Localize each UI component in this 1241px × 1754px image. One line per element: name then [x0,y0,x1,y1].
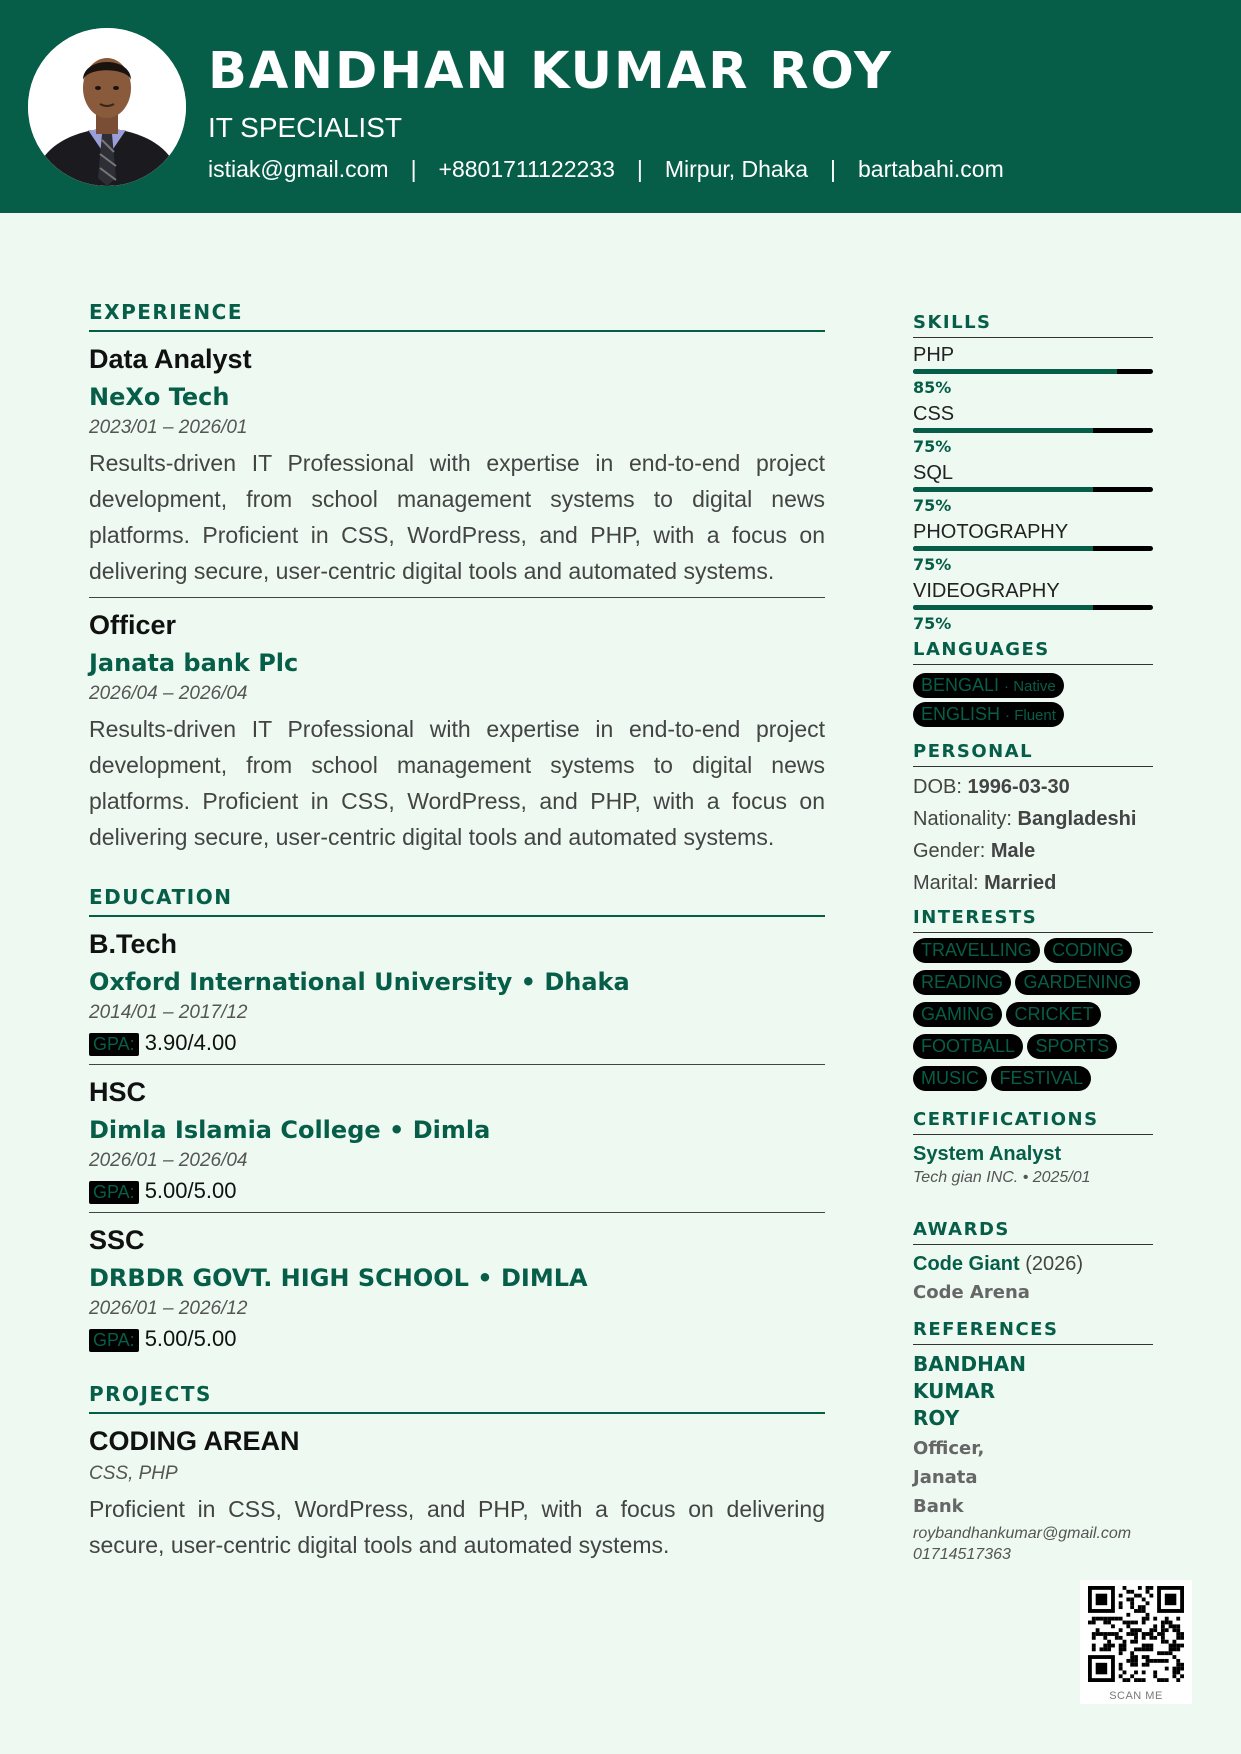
education-dates: 2014/01 – 2017/12 [89,1002,248,1023]
skill-item [913,521,1153,574]
certification-name: System Analyst [913,1143,1062,1165]
interest-pill: FESTIVAL [991,1066,1091,1091]
skill-percent: 85% [913,378,952,397]
gpa-value: 3.90/4.00 [144,1030,237,1055]
language-name: ENGLISH [921,704,1001,724]
awards-heading: AWARDS [913,1219,1153,1245]
education-entry [89,1225,825,1352]
skill-percent: 75% [913,555,952,574]
interest-row [913,968,1153,997]
email-link[interactable]: istiak@gmail.com [208,156,389,182]
degree: B.Tech [89,929,178,959]
education-dates: 2026/01 – 2026/04 [89,1150,248,1171]
skill-item [913,403,1153,456]
education-dates: 2026/01 – 2026/12 [89,1298,248,1319]
website-link[interactable]: bartabahi.com [858,156,1004,182]
project-entry [89,1426,825,1563]
job-dates: 2023/01 – 2026/01 [89,417,248,438]
qr-code-icon [1088,1586,1184,1682]
nationality-label: Nationality: [913,808,1012,830]
certification-entry [913,1143,1153,1207]
job-description: Results-driven IT Professional with expertise in end-to-end project development, from school management systems to digital news platforms. Proficient in CSS, WordPress, and PHP, with a focus on delivering secure, user-centric digital tools and automated systems. [89,450,825,584]
award-name-line [913,1253,1153,1276]
certifications-heading: CERTIFICATIONS [913,1109,1153,1135]
institution: Oxford International University • Dhaka [89,968,630,996]
language-level: · Fluent [1005,707,1056,724]
separator: | [410,156,417,182]
header-banner [0,0,1241,213]
interest-pill: TRAVELLING [913,938,1040,963]
location-text: Mirpur, Dhaka [664,156,809,182]
languages-heading: LANGUAGES [913,639,1153,665]
skill-percent: 75% [913,614,952,633]
project-tech: CSS, PHP [89,1463,178,1484]
skill-name: SQL [913,462,954,484]
marital-value: Married [984,872,1057,894]
divider [89,597,825,598]
job-title: Officer [89,610,177,640]
skill-bar-fill [913,487,1093,492]
dob-label: DOB: [913,776,962,798]
skill-bar-fill [913,546,1093,551]
skill-item [913,580,1153,633]
separator: | [636,156,643,182]
dob-value: 1996-03-30 [967,776,1070,798]
interest-pill: MUSIC [913,1066,987,1091]
interest-row [913,1032,1153,1061]
job-dates: 2026/04 – 2026/04 [89,683,248,704]
education-entry [89,1077,825,1213]
marital-line [913,872,1153,895]
skill-bar-fill [913,369,1117,374]
interest-pill: FOOTBALL [913,1034,1023,1059]
main-column [89,300,825,1563]
reference-entry [913,1351,1153,1564]
reference-name: BANDHAN KUMAR ROY [913,1352,1027,1430]
skills-list [913,344,1153,633]
references-heading: REFERENCES [913,1319,1153,1345]
skill-percent: 75% [913,496,952,515]
skill-item [913,344,1153,397]
gpa-label: GPA: [89,1329,139,1352]
interest-pill: GARDENING [1015,970,1140,995]
language-name: BENGALI [921,675,1000,695]
sidebar-column [913,312,1153,1564]
skill-bar [913,487,1153,492]
skill-name: PHP [913,344,955,366]
education-heading: EDUCATION [89,885,825,917]
certification-link[interactable]: http://techgian.com/cert [913,1190,1069,1207]
reference-position: Officer, Janata Bank [913,1438,985,1517]
company-name: NeXo Tech [89,383,230,411]
degree: HSC [89,1077,147,1107]
nationality-line [913,808,1153,831]
degree: SSC [89,1225,145,1255]
skill-name: PHOTOGRAPHY [913,521,1069,543]
reference-email[interactable]: roybandhankumar@gmail.com [913,1525,1132,1542]
candidate-title: IT SPECIALIST [208,112,402,143]
language-level: · Native [1004,678,1056,695]
experience-entry [89,344,825,598]
candidate-name: BANDHAN KUMAR ROY [208,42,893,101]
gender-label: Gender: [913,840,986,862]
interest-row [913,1064,1153,1093]
skill-bar [913,546,1153,551]
divider [89,1064,825,1065]
skill-percent: 75% [913,437,952,456]
skill-item [913,462,1153,515]
experience-heading: EXPERIENCE [89,300,825,332]
interest-pill: SPORTS [1027,1034,1117,1059]
skill-name: CSS [913,403,955,425]
phone-link[interactable]: +8801711122233 [438,156,615,182]
contact-line [208,156,1004,183]
interest-row [913,936,1153,965]
languages-list [913,671,1153,729]
nationality-value: Bangladeshi [1017,808,1137,830]
job-title: Data Analyst [89,344,252,374]
interest-pill: CODING [1044,938,1132,963]
interest-pill: CRICKET [1006,1002,1101,1027]
gpa [89,1030,825,1056]
marital-label: Marital: [913,872,979,894]
experience-entry [89,610,825,855]
institution: Dimla Islamia College • Dimla [89,1116,491,1144]
avatar [28,28,186,186]
divider [89,1212,825,1213]
institution: DRBDR GOVT. HIGH SCHOOL • DIMLA [89,1264,588,1292]
interests-heading: INTERESTS [913,907,1153,933]
education-entry [89,929,825,1065]
project-name: CODING AREAN [89,1426,300,1456]
projects-heading: PROJECTS [89,1382,825,1414]
interests-list [913,936,1153,1093]
award-entry [913,1253,1153,1303]
interest-pill: READING [913,970,1011,995]
skill-bar [913,369,1153,374]
skills-heading: SKILLS [913,312,1153,338]
language-pill [913,673,1064,698]
interest-row [913,1000,1153,1029]
gpa [89,1178,825,1204]
language-row [913,700,1153,729]
reference-phone[interactable]: 01714517363 [913,1546,1011,1563]
language-pill [913,702,1064,727]
language-row [913,671,1153,700]
certification-meta: Tech gian INC. • 2025/01 [913,1169,1091,1186]
award-name: Code Giant [913,1253,1020,1275]
gender-value: Male [990,840,1036,862]
skill-bar-fill [913,428,1093,433]
award-org: Code Arena [913,1282,1030,1303]
skill-name: VIDEOGRAPHY [913,580,1060,602]
separator: | [830,156,836,182]
gpa-label: GPA: [89,1181,139,1204]
skill-bar-fill [913,605,1093,610]
company-name: Janata bank Plc [89,649,299,677]
gpa-label: GPA: [89,1033,139,1056]
award-year: (2026) [1025,1253,1084,1275]
skill-bar [913,428,1153,433]
dob-line [913,776,1153,799]
skill-bar [913,605,1153,610]
job-description: Results-driven IT Professional with expertise in end-to-end project development, from school management systems to digital news platforms. Proficient in CSS, WordPress, and PHP, with a focus on delivering secure, user-centric digital tools and automated systems. [89,716,825,850]
qr-label: SCAN ME [1109,1690,1163,1702]
project-description: Proficient in CSS, WordPress, and PHP, with a focus on delivering secure, user-centric digital tools and automated systems. [89,1496,825,1558]
personal-heading: PERSONAL [913,741,1153,767]
gpa-value: 5.00/5.00 [144,1326,237,1351]
gender-line [913,840,1153,863]
qr-code[interactable] [1080,1580,1192,1704]
interest-pill: GAMING [913,1002,1002,1027]
gpa [89,1326,825,1352]
personal-info [913,776,1153,895]
gpa-value: 5.00/5.00 [144,1178,237,1203]
